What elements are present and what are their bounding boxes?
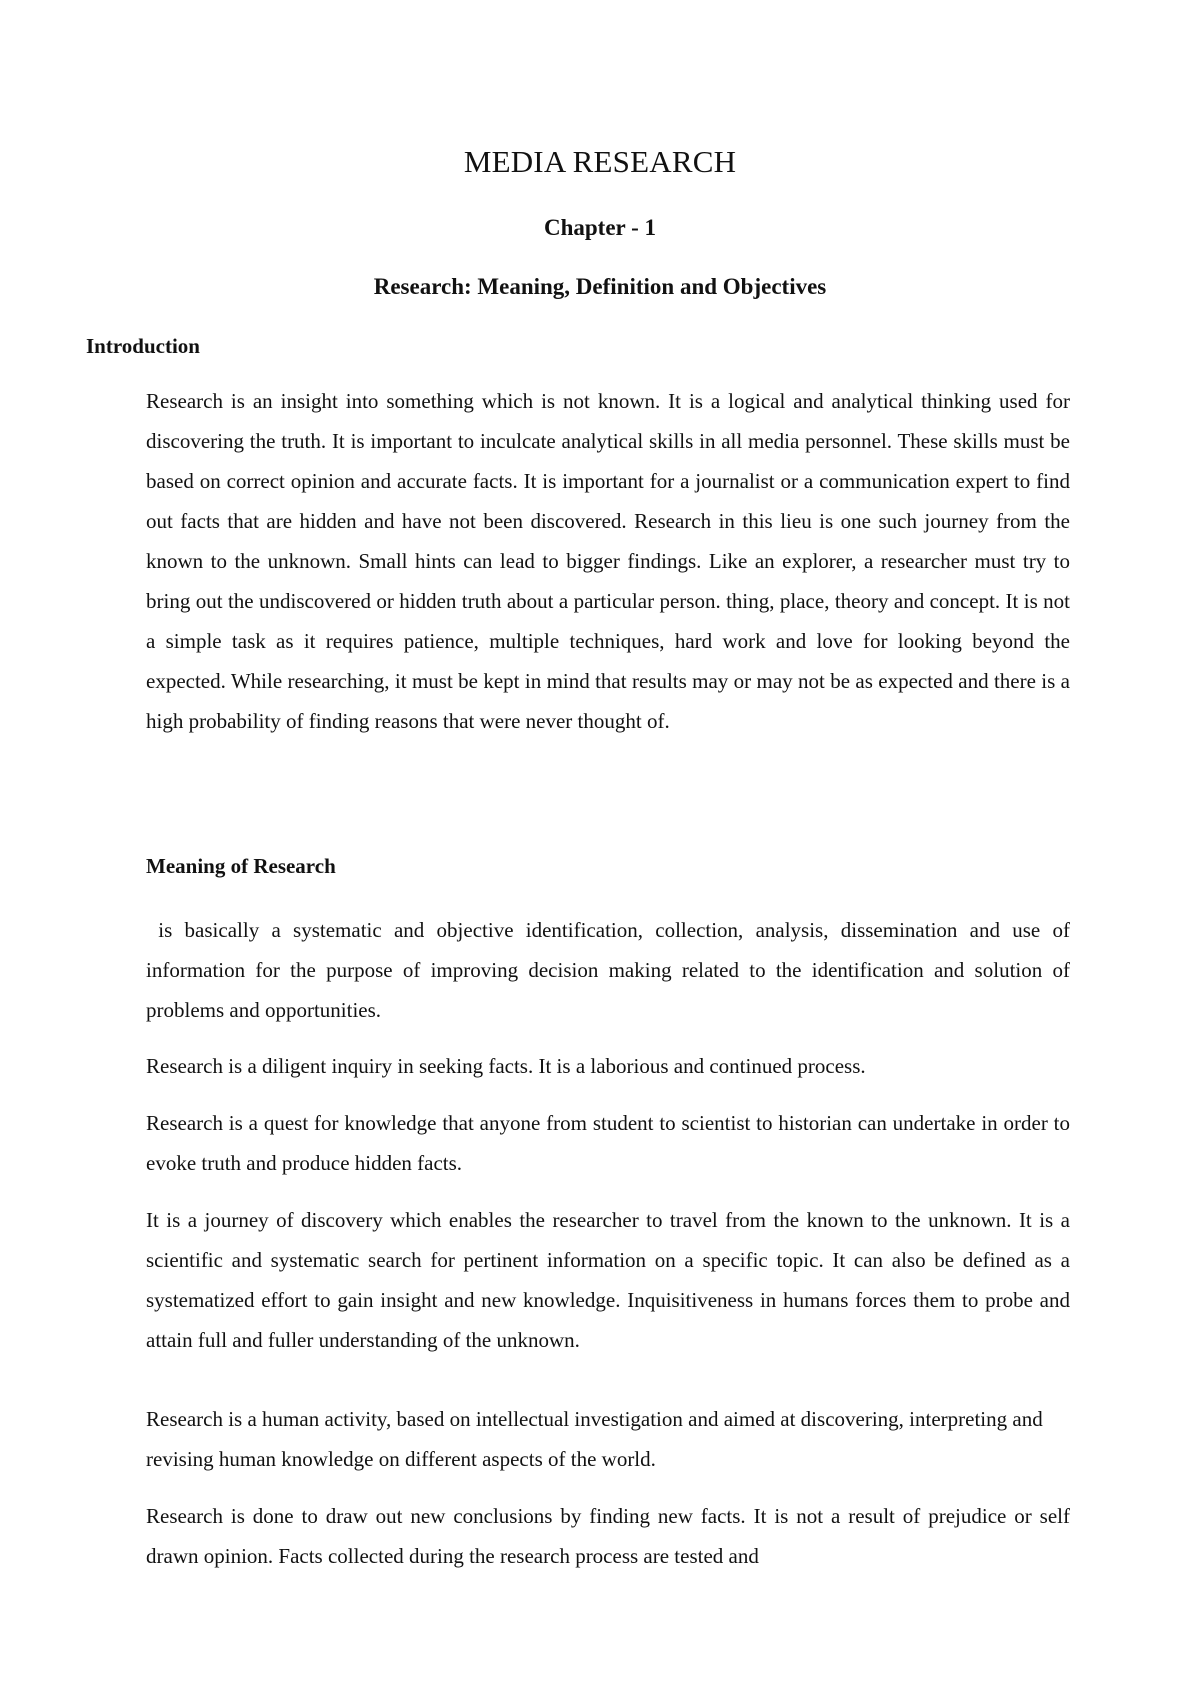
meaning-paragraph-1: is basically a systematic and objective identification, collection, analysis, dissemination and use of information for the purpose of improving decision making related to the identification and solution of problems and opportunities. bbox=[146, 918, 1076, 1022]
document-title: MEDIA RESEARCH bbox=[463, 144, 737, 179]
chapter-subtitle: Research: Meaning, Definition and Objectives bbox=[373, 274, 827, 299]
chapter-label: Chapter - 1 bbox=[543, 215, 656, 240]
meaning-paragraph-4: It is a journey of discovery which enables the researcher to travel from the known to the unknown. It is a scientific and systematic search for pertinent information on a specific topic. It can also be defined as a systematized effort to gain insight and new knowledge. Inquisitiveness in humans forces them to probe and attain full and fuller understanding of the unknown. bbox=[146, 1208, 1070, 1352]
meaning-paragraph-3: Research is a quest for knowledge that anyone from student to scientist to historian can undertake in order to evoke truth and produce hidden facts. bbox=[146, 1111, 1070, 1175]
meaning-paragraph-6: Research is done to draw out new conclusions by finding new facts. It is not a result of prejudice or self drawn opinion. Facts collected during the research process are tested and bbox=[146, 1504, 1070, 1568]
meaning-paragraph-5: Research is a human activity, based on intellectual investigation and aimed at discovering, interpreting and revising human knowledge on different aspects of the world. bbox=[146, 1407, 1043, 1471]
introduction-paragraph: Research is an insight into something which is not known. It is a logical and analytical thinking used for discovering the truth. It is important to inculcate analytical skills in all media personnel. These skills must be based on correct opinion and accurate facts. It is important for a journalist or a communication expert to find out facts that are hidden and have not been discovered. Research in this lieu is one such journey from the known to the unknown. Small hints can lead to bigger findings. Like an explorer, a researcher must try to bring out the undiscovered or hidden truth about a particular person. thing, place, theory and concept. It is not a simple task as it requires patience, multiple techniques, hard work and love for looking beyond the expected. While researching, it must be kept in mind that results may or may not be as expected and there is a high probability of finding reasons that were never thought of. bbox=[146, 389, 1070, 733]
introduction-heading: Introduction bbox=[86, 334, 200, 358]
meaning-heading: Meaning of Research bbox=[146, 854, 336, 878]
meaning-paragraph-2: Research is a diligent inquiry in seeking facts. It is a laborious and continued process. bbox=[146, 1054, 866, 1078]
